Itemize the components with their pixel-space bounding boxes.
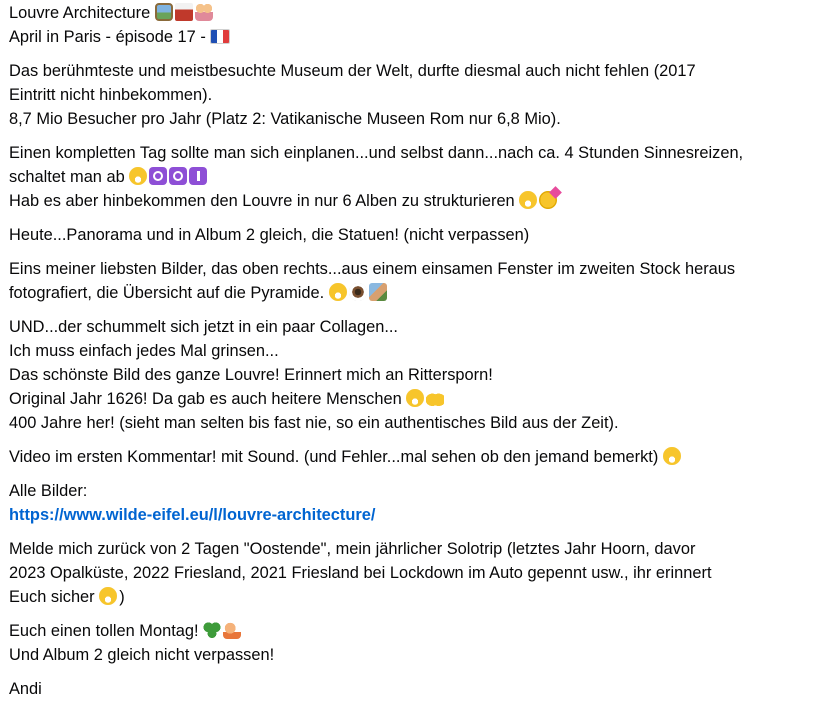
text-line: Einen kompletten Tag sollte man sich einplanen...und selbst dann...nach ca. 4 Stunden Sinnesreizen, xyxy=(9,144,744,162)
text-line: fotografiert, die Übersicht auf die Pyramide. xyxy=(9,284,325,302)
text-line: Melde mich zurück von 2 Tagen "Oostende", mein jährlicher Solotrip (letztes Jahr Hoorn, davor xyxy=(9,540,696,558)
text-line: Das schönste Bild des ganze Louvre! Erinnert mich an Rittersporn! xyxy=(9,366,493,384)
text-line: Eintritt nicht hinbekommen). xyxy=(9,86,213,104)
post-subtitle: April in Paris - épisode 17 - xyxy=(9,28,206,46)
text-line: Das berühmteste und meistbesuchte Museum der Welt, durfte diesmal auch nicht fehlen (2017 xyxy=(9,62,696,80)
text-line: Hab es aber hinbekommen den Louvre in nur 6 Alben zu strukturieren xyxy=(9,192,515,210)
text-line: UND...der schummelt sich jetzt in ein paar Collagen... xyxy=(9,318,398,336)
paragraph-solotrip xyxy=(9,537,834,609)
gallery-link[interactable]: https://www.wilde-eifel.eu/l/louvre-architecture/ xyxy=(9,506,376,524)
eye-icon xyxy=(349,283,367,301)
grinning-face-icon xyxy=(99,587,117,605)
om-symbol-icon xyxy=(149,167,167,185)
text-line: 8,7 Mio Besucher pro Jahr (Platz 2: Vatikanische Museen Rom nur 6,8 Mio). xyxy=(9,110,561,128)
information-icon xyxy=(189,167,207,185)
paragraph-video xyxy=(9,445,834,469)
text-line: Alle Bilder: xyxy=(9,482,88,500)
framed-picture-icon xyxy=(155,3,173,21)
text-line: Euch sicher xyxy=(9,588,95,606)
paragraph-link xyxy=(9,479,834,527)
text-line: schaltet man ab xyxy=(9,168,125,186)
text-line: Heute...Panorama und in Album 2 gleich, die Statuen! (nicht verpassen) xyxy=(9,226,530,244)
paragraph-monday xyxy=(9,619,834,667)
signature: Andi xyxy=(9,680,42,698)
paragraph-favorite xyxy=(9,257,834,305)
people-icon xyxy=(195,3,213,21)
grinning-face-icon xyxy=(129,167,147,185)
text-line: Und Album 2 gleich nicht verpassen! xyxy=(9,646,275,664)
paragraph-collage xyxy=(9,315,834,435)
laughing-face-icon xyxy=(519,191,537,209)
paragraph-museum xyxy=(9,59,834,131)
raised-hands-icon xyxy=(426,389,444,407)
text-line: 2023 Opalküste, 2022 Friesland, 2021 Friesland bei Lockdown im Auto gepennt usw., ihr erinnert xyxy=(9,564,712,582)
grinning-face-icon xyxy=(663,447,681,465)
text-line: 400 Jahre her! (sieht man selten bis fast nie, so ein authentisches Bild aus der Zeit). xyxy=(9,414,619,432)
atom-symbol-icon xyxy=(169,167,187,185)
castle-icon xyxy=(175,3,193,21)
text-line: Original Jahr 1626! Da gab es auch heitere Menschen xyxy=(9,390,402,408)
smiling-face-icon xyxy=(329,283,347,301)
paragraph-today xyxy=(9,223,834,247)
paragraph-day xyxy=(9,141,834,213)
post-header xyxy=(9,1,834,49)
waving-person-icon xyxy=(223,621,241,639)
text-line: Ich muss einfach jedes Mal grinsen... xyxy=(9,342,279,360)
france-flag-icon xyxy=(210,29,230,44)
artist-icon xyxy=(369,283,387,301)
text-line: ) xyxy=(119,588,125,606)
four-leaf-clover-icon xyxy=(203,621,221,639)
post-title: Louvre Architecture xyxy=(9,4,151,22)
text-line: Eins meiner liebsten Bilder, das oben rechts...aus einem einsamen Fenster im zweiten Stock heraus xyxy=(9,260,736,278)
text-line: Euch einen tollen Montag! xyxy=(9,622,199,640)
party-face-icon xyxy=(539,191,557,209)
grinning-face-icon xyxy=(406,389,424,407)
text-line: Video im ersten Kommentar! mit Sound. (und Fehler...mal sehen ob den jemand bemerkt) xyxy=(9,448,659,466)
signature-block xyxy=(9,677,834,701)
